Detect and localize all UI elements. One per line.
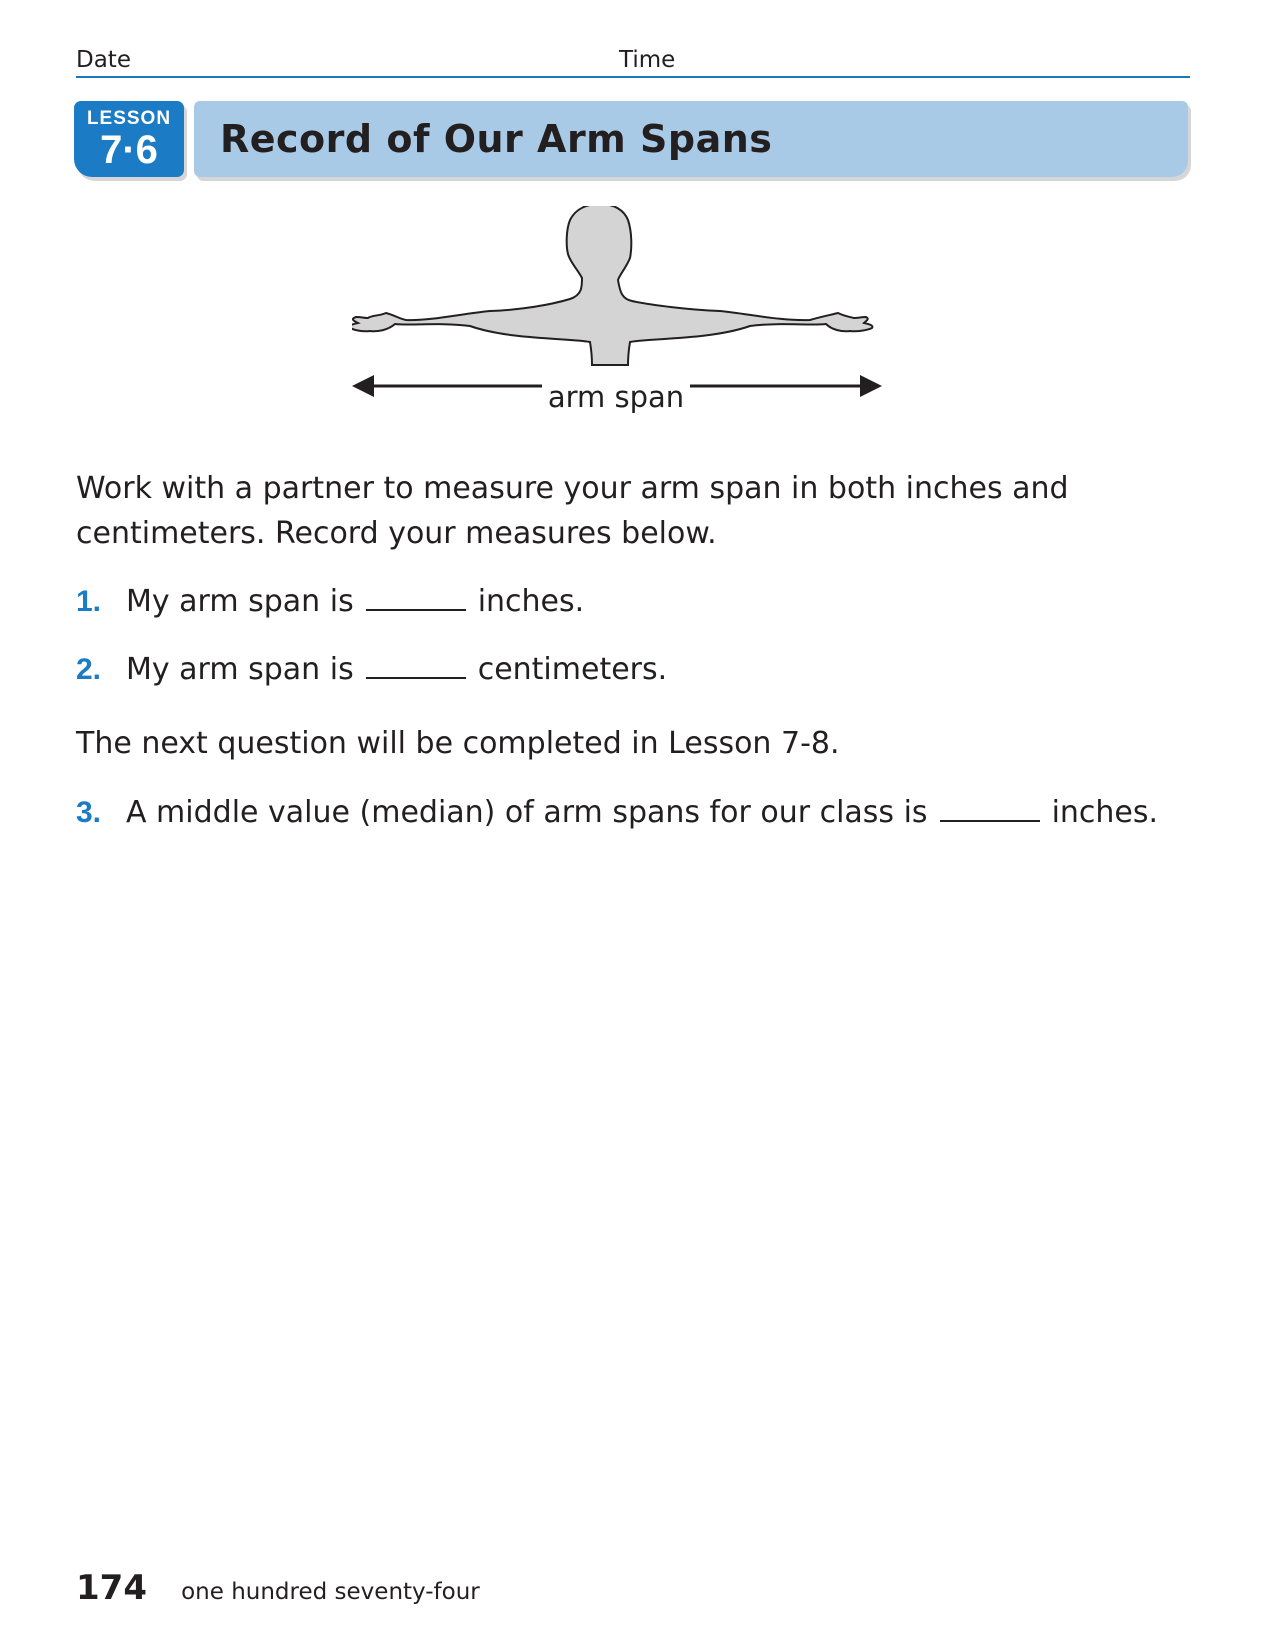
question-unit: inches. <box>1051 795 1159 830</box>
title-bar <box>194 101 1188 177</box>
question-1 <box>76 584 584 619</box>
question-number: 2. <box>76 653 102 686</box>
question-unit: inches. <box>477 584 585 619</box>
question-2 <box>76 652 667 687</box>
time-label: Time <box>619 47 676 73</box>
instructions: Work with a partner to measure your arm span in both inches and centimeters. Record your measures below. <box>76 471 1069 551</box>
page-footer <box>76 1568 480 1608</box>
answer-blank[interactable] <box>366 677 466 679</box>
question-text: A middle value (median) of arm spans for our class is <box>126 795 928 830</box>
arm-span-label: arm span <box>542 380 690 414</box>
question-text: My arm span is <box>126 652 354 687</box>
question-unit: centimeters. <box>477 652 668 687</box>
answer-blank[interactable] <box>940 820 1040 822</box>
page-number-words: one hundred seventy-four <box>181 1579 480 1605</box>
question-number: 1. <box>76 585 102 618</box>
date-label: Date <box>76 47 131 73</box>
date-time-header <box>76 46 1190 78</box>
question-text: My arm span is <box>126 584 354 619</box>
lesson-word: LESSON <box>86 108 172 129</box>
lesson-badge <box>74 101 184 177</box>
arm-span-figure <box>352 206 912 426</box>
answer-blank[interactable] <box>366 609 466 611</box>
question-3 <box>76 795 1158 830</box>
question-number: 3. <box>76 796 102 829</box>
lesson-number: 7·6 <box>100 128 158 172</box>
page-title: Record of Our Arm Spans <box>220 117 773 161</box>
lesson-note: The next question will be completed in Lesson 7-8. <box>76 726 840 761</box>
page-number: 174 <box>76 1568 147 1608</box>
